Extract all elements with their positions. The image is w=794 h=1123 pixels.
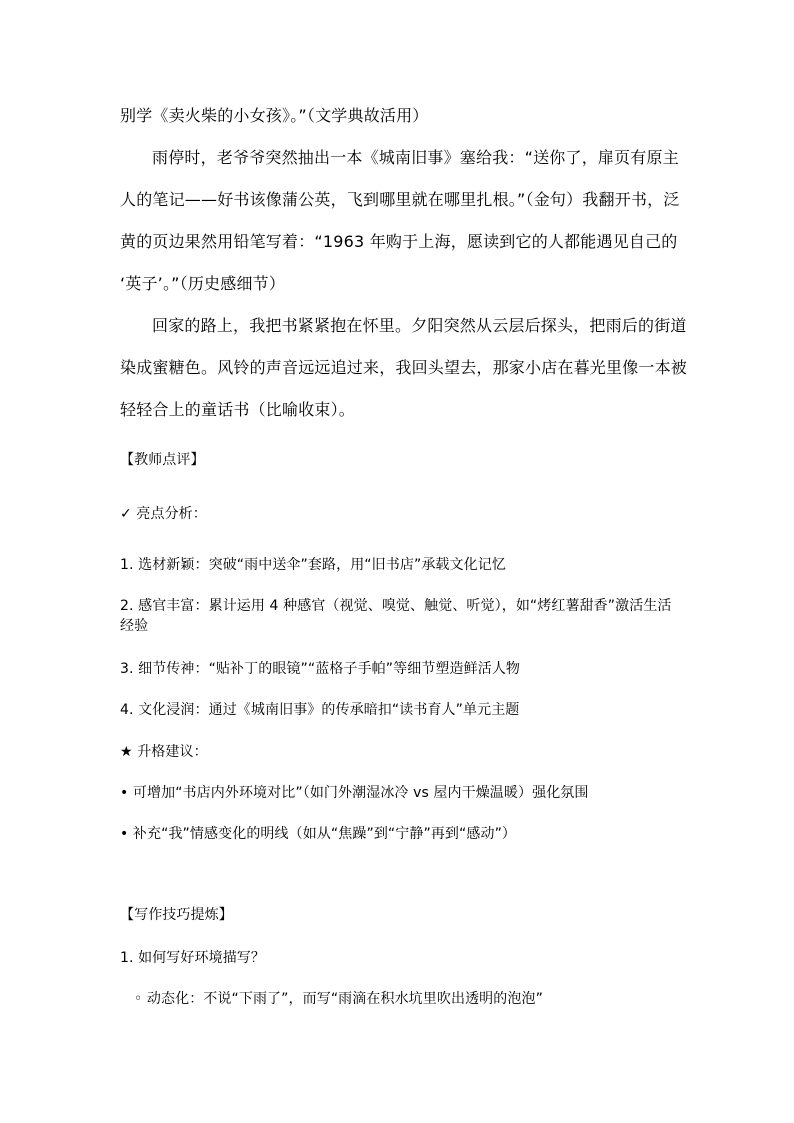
story-line: 回家的路上，我把书紧紧抱在怀里。夕阳突然从云层后探头，把雨后的街道 (152, 316, 687, 335)
teacher-review-heading: 【教师点评】 (120, 452, 205, 468)
story-line: 人的笔记——好书该像蒲公英，飞到哪里就在哪里扎根。”（金句）我翻开书，泛 (120, 190, 680, 209)
suggestion-item: • 补充“我”情感变化的明线（如从“焦躁”到“宁静”再到“感动”） (120, 826, 517, 842)
story-line: 雨停时，老爷爷突然抽出一本《城南旧事》塞给我：“送你了，扉页有原主 (152, 148, 679, 167)
upgrade-title: ★ 升格建议： (120, 744, 208, 760)
tip-question: 1. 如何写好环境描写？ (120, 950, 266, 966)
story-line: 黄的页边果然用铅笔写着：“1963 年购于上海，愿读到它的人都能遇见自己的 (120, 232, 678, 251)
story-line: 染成蜜糖色。风铃的声音远远追过来，我回头望去，那家小店在暮光里像一本被 (120, 358, 688, 377)
story-line: 别学《卖火柴的小女孩》。”（文学典故活用） (120, 106, 429, 125)
highlight-item: 1. 选材新颖：突破“雨中送伞”套路，用“旧书店”承载文化记忆 (120, 557, 506, 573)
highlight-item: 2. 感官丰富：累计运用 4 种感官（视觉、嗅觉、触觉、听觉），如“烤红薯甜香”激活生活经验 (120, 598, 672, 634)
suggestion-item: • 可增加“书店内外环境对比”（如门外潮湿冰冷 vs 屋内干燥温暖）强化氛围 (120, 785, 589, 801)
highlight-item: 3. 细节传神：“贴补丁的眼镜”“蓝格子手帕”等细节塑造鲜活人物 (120, 661, 521, 677)
highlight-item: 4. 文化浸润：通过《城南旧事》的传承暗扣“读书育人”单元主题 (120, 702, 520, 718)
highlights-title: ✓ 亮点分析： (120, 506, 207, 522)
story-line: ‘英子’。”（历史感细节） (120, 274, 286, 293)
writing-tips-heading: 【写作技巧提炼】 (120, 907, 233, 923)
story-line: 轻轻合上的童话书（比喻收束）。 (120, 400, 356, 419)
tip-item: ◦ 动态化：不说“下雨了”，而写“雨滴在积水坑里吹出透明的泡泡” (134, 991, 543, 1007)
